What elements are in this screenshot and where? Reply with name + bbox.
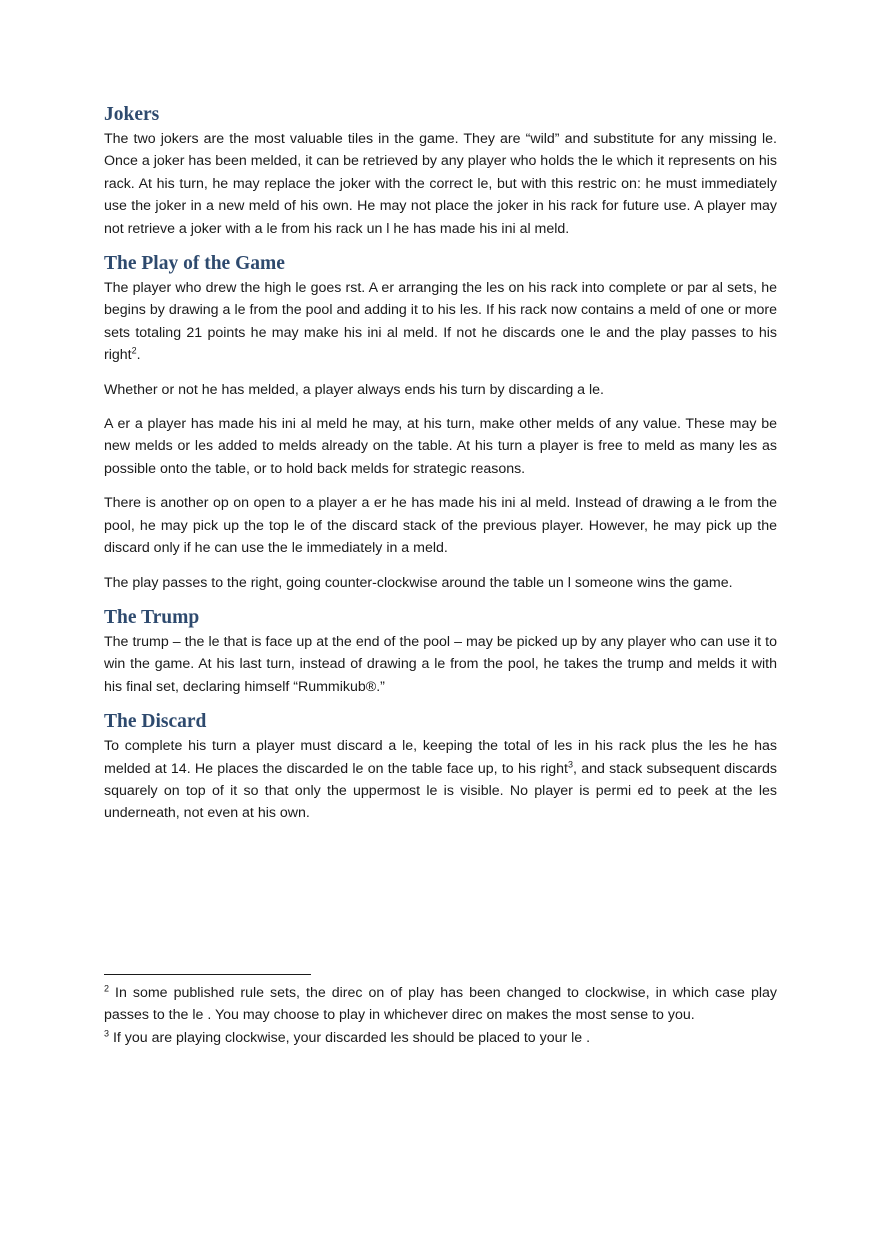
heading-trump: The Trump xyxy=(104,606,200,628)
footnote-3-number: 3 xyxy=(104,1028,110,1039)
paragraph-play-1-text: The player who drew the high le goes rst. A er arranging the les on his rack into complete or par al sets, he begins by drawing a le from the pool and adding it to his les. If his rack now contains a meld of one or more sets totaling 21 points he may make his ini al meld. If not he discards one le and the play passes to his right xyxy=(104,280,777,364)
section-play-of-the-game xyxy=(104,252,777,594)
heading-discard: The Discard xyxy=(104,711,207,733)
section-jokers xyxy=(104,103,777,240)
footnote-2-text: In some published rule sets, the direc on of play has been changed to clockwise, in which case play passes to the le . You may choose to play in whichever direc on makes the most sense to you. xyxy=(104,985,777,1024)
heading-play-of-the-game: The Play of the Game xyxy=(104,253,285,275)
paragraph-play-1 xyxy=(104,277,777,367)
footnote-3 xyxy=(104,1027,777,1049)
footnote-3-text: If you are playing clockwise, your discarded les should be placed to your le . xyxy=(109,1029,591,1046)
paragraph-discard-1-text-a: To complete his turn a player must discard a le, keeping the total of les in his rack plus the les he has melded at 14. He places the discarded le on the table face up, to his right xyxy=(104,738,777,777)
paragraph-play-3: A er a player has made his ini al meld he may, at his turn, make other melds of any value. These may be new melds or les added to melds already on the table. At his turn a player is free to meld as many les as possible onto the table, or to hold back melds for strategic reasons. xyxy=(104,416,777,477)
footnote-divider xyxy=(104,974,311,975)
footnote-2-number: 2 xyxy=(104,983,110,994)
footnotes xyxy=(104,982,777,1049)
heading-jokers: Jokers xyxy=(104,104,160,125)
footnote-ref-3[interactable]: 3 xyxy=(567,758,573,769)
paragraph-play-1-end: . xyxy=(136,347,141,364)
paragraph-play-4: There is another op on open to a player a er he has made his ini al meld. Instead of drawing a le from the pool, he may pick up the top le of the discard stack of the previous player. However, he may pick up the discard only if he can use the le immediately in a meld. xyxy=(104,495,777,557)
paragraph-discard-1-text-b: , and stack subsequent discards squarely on top of it so that only the uppermost le is visible. No player is permi ed to peek at the les underneath, not even at his own. xyxy=(104,760,778,822)
paragraph-play-2: Whether or not he has melded, a player always ends his turn by discarding a le. xyxy=(104,381,604,398)
section-discard xyxy=(104,710,777,825)
paragraph-jokers-1: The two jokers are the most valuable tiles in the game. They are “wild” and substitute for any missing le. Once a joker has been melded, it can be retrieved by any player who holds the le which it represents on his rack. At his turn, he may replace the joker with the correct le, but with this restric on: he must immediately use the joker in a new meld of his own. He may not place the joker in his rack for future use. A player may not retrieve a joker with a le from his rack un l he has made his ini al meld. xyxy=(104,131,777,237)
footnote-2 xyxy=(104,982,777,1027)
document-body xyxy=(104,103,777,837)
paragraph-trump-1: The trump – the le that is face up at the end of the pool – may be picked up by any player who can use it to win the game. At his last turn, instead of drawing a le from the pool, he takes the trump and melds it with his final set, declaring himself “Rummikub®.” xyxy=(104,633,777,695)
footnote-ref-2[interactable]: 2 xyxy=(131,345,137,356)
paragraph-play-5: The play passes to the right, going counter-clockwise around the table un l someone wins the game. xyxy=(104,574,733,591)
section-trump xyxy=(104,606,777,698)
paragraph-discard-1 xyxy=(104,735,777,825)
